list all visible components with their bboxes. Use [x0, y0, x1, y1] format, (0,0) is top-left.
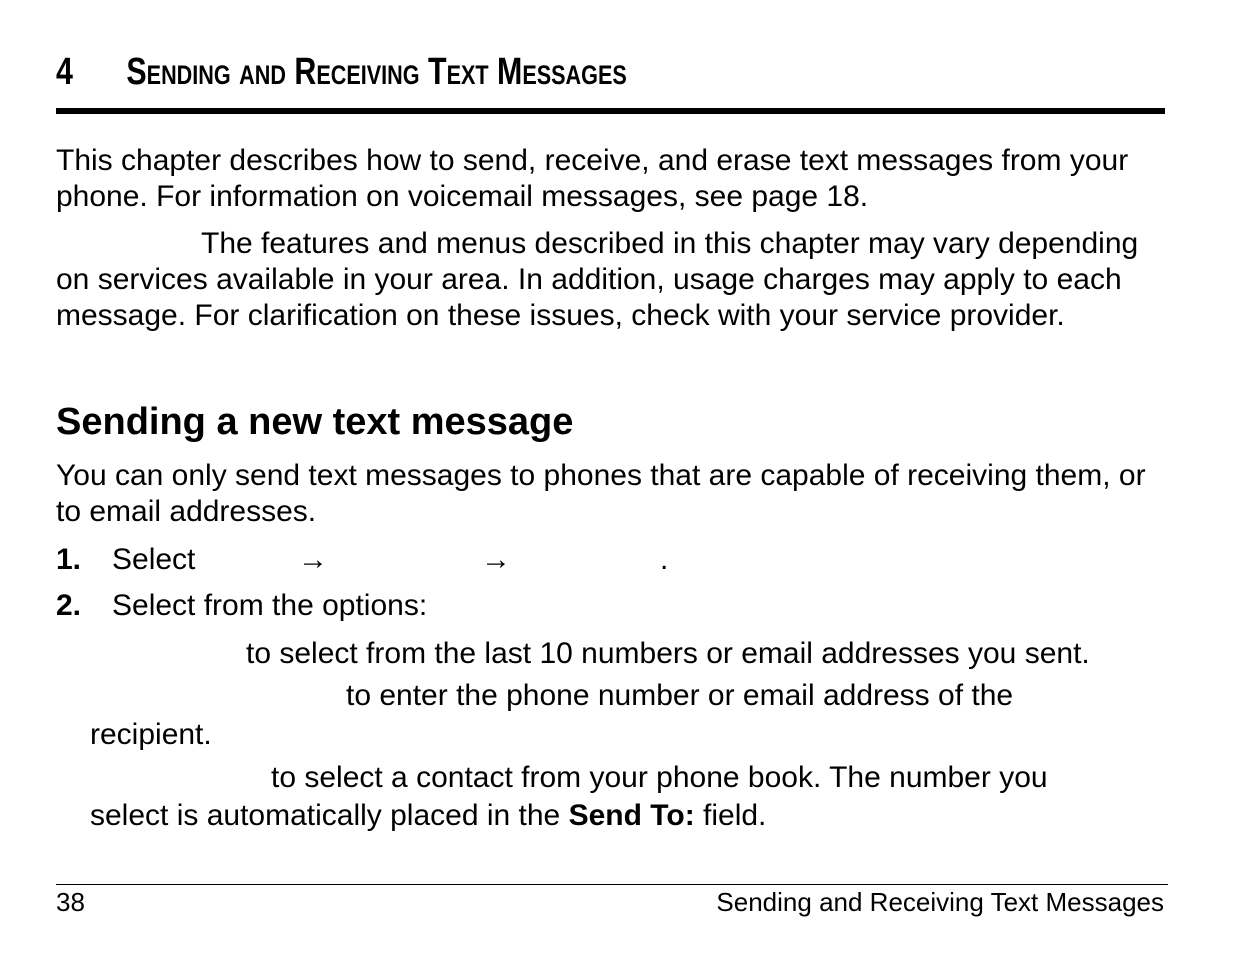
step-1 [56, 542, 669, 578]
footer-rule [56, 884, 1168, 885]
running-title: Sending and Receiving Text Messages [716, 887, 1164, 917]
chapter-title-text: Sending and Receiving Text Messages [126, 51, 627, 93]
page-number: 38 [56, 887, 85, 917]
section-intro-paragraph: You can only send text messages to phones that are capable of receiving them, or to email addresses. [56, 459, 1146, 528]
intro-paragraph: This chapter describes how to send, receive, and erase text messages from your phone. For information on voicemail messages, see page 18. [56, 144, 1129, 213]
step-number: 2. [56, 589, 82, 622]
chapter-title-rule [56, 108, 1165, 114]
step-end-period: . [660, 543, 669, 576]
step-number: 1. [56, 543, 82, 576]
send-to-field-label: Send To: [568, 799, 695, 832]
note-paragraph [56, 226, 1166, 334]
step-text: Select from the options: [112, 589, 428, 622]
option-text: select is automatically placed in the [90, 799, 569, 832]
option-text: field. [694, 799, 767, 832]
menu-arrow-icon: → [481, 543, 511, 576]
section-heading: Sending a new text message [56, 401, 574, 443]
step-2 [56, 588, 427, 624]
option-recent-list: to select from the last 10 numbers or email addresses you sent. [246, 637, 1090, 670]
option-enter-number: to enter the phone number or email address of the [346, 679, 1014, 712]
chapter-number: 4 [56, 51, 73, 93]
option-enter-number-continued: recipient. [90, 718, 212, 751]
chapter-title [56, 48, 627, 96]
option-phone-book: to select a contact from your phone book. The number you [271, 761, 1048, 794]
option-phone-book-continued [90, 797, 766, 835]
note-text: The features and menus described in this chapter may vary depending on services available in your area. In addition, usage charges may apply to each message. For clarification on these issues, check with your service provider. [56, 227, 1139, 332]
menu-arrow-icon: → [298, 543, 328, 576]
step-text: Select [112, 543, 196, 576]
